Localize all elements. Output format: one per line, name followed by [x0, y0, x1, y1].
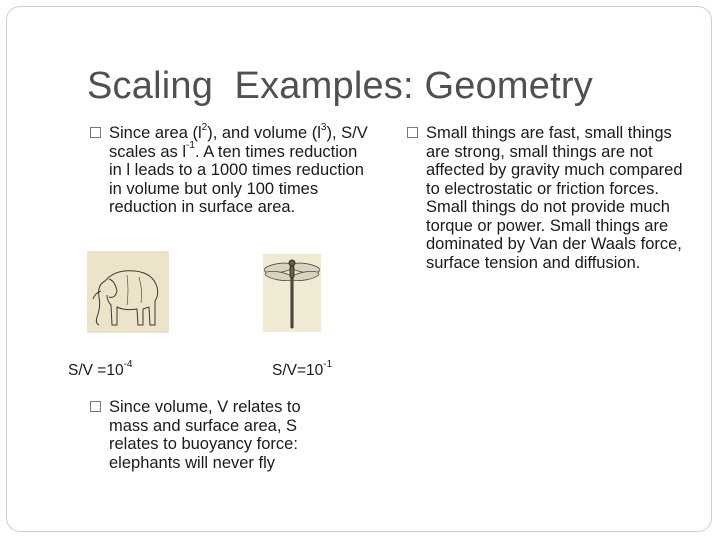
bullet-small-things	[426, 124, 696, 272]
ratio-exponent: -4	[123, 358, 133, 370]
ratio-base: S/V =10	[68, 362, 124, 379]
ratio-exponent: -1	[323, 358, 333, 370]
bullet-marker-icon	[90, 401, 101, 412]
bullet-text-part: ), and volume (l	[207, 124, 321, 142]
dragonfly-icon	[263, 254, 321, 332]
superscript: 3	[320, 121, 327, 133]
elephant-image	[87, 251, 169, 333]
slide	[6, 6, 712, 532]
bullet-text-part: . A ten times reduction in l leads to a 1000 times reduction in volume but only 100 times reduction in surface area.	[109, 142, 364, 216]
bullet-marker-icon	[407, 127, 418, 138]
bullet-text: Since volume, V relates to mass and surface area, S relates to buoyancy force: elephants will never fly	[109, 398, 301, 472]
bullet-buoyancy	[109, 398, 341, 472]
slide-title: Scaling Examples: Geometry	[87, 65, 593, 107]
bullet-text-part: ), S/V scales as l	[109, 124, 368, 161]
bullet-area-volume	[109, 121, 371, 217]
bullet-marker-icon	[90, 127, 101, 138]
superscript: 2	[201, 121, 208, 133]
elephant-icon	[87, 251, 169, 333]
ratio-base: S/V=10	[272, 362, 324, 379]
bullet-text: Small things are fast, small things are strong, small things are not affected by gravity much compared to electrostatic or friction forces. Small things do not provide much torque or power. Small things are dominated by Van der Waals force, surface tension and diffusion.	[426, 124, 683, 272]
ratio-dragonfly	[272, 358, 333, 380]
superscript: -1	[186, 140, 195, 151]
dragonfly-image	[263, 254, 321, 332]
ratio-elephant	[68, 358, 133, 380]
bullet-text-part: Since area (l	[109, 124, 202, 142]
